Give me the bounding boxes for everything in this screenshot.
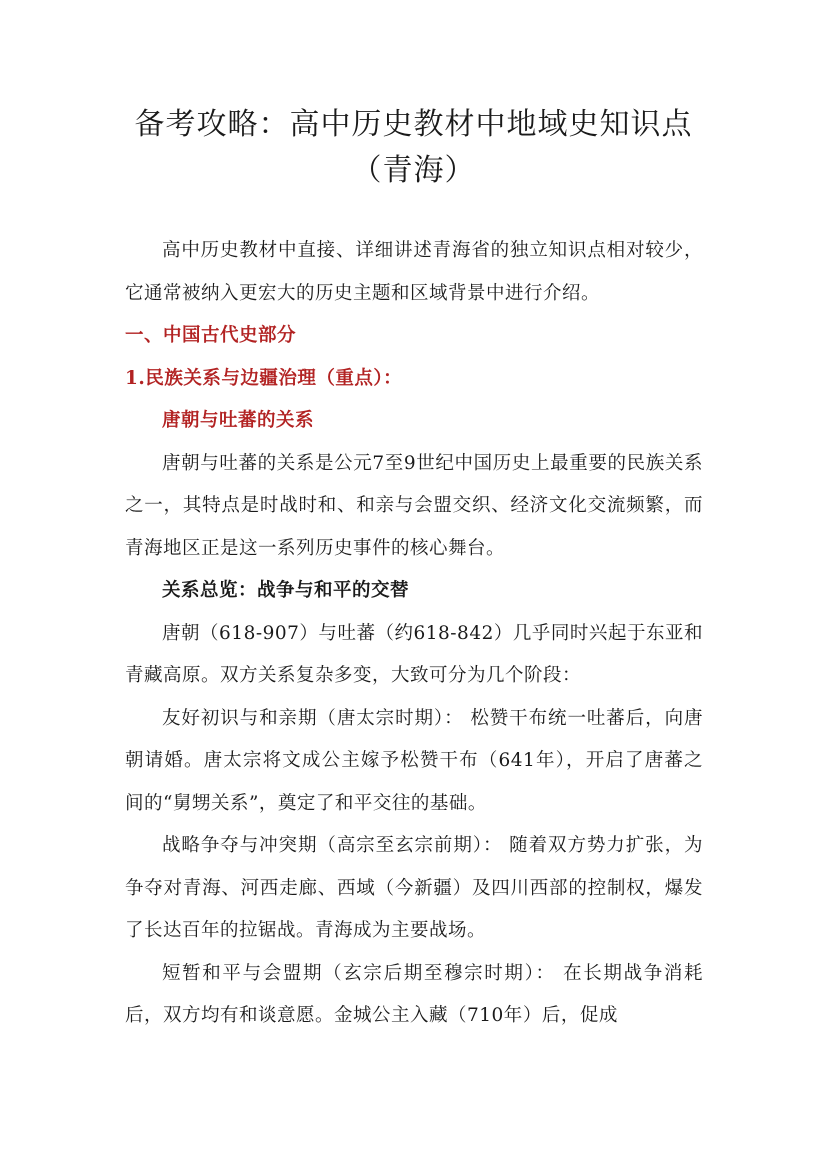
topic-heading: 唐朝与吐蕃的关系 xyxy=(162,410,315,431)
subsection-heading: 1.民族关系与边疆治理（重点）： xyxy=(125,367,403,389)
stage-paragraph-2: 战略争夺与冲突期（高宗至玄宗前期）： 随着双方势力扩张，为争夺对青海、河西走廊、西域（今新疆）及四川西部的控制权，爆发了长达百年的拉锯战。青海成为主要战场。 xyxy=(125,835,703,941)
document-title xyxy=(0,102,827,194)
stage-paragraph-3: 短暂和平与会盟期（玄宗后期至穆宗时期）： 在长期战争消耗后，双方均有和谈意愿。金城公主入藏（710年）后，促成 xyxy=(125,962,703,1026)
stage-paragraph-1: 友好初识与和亲期（唐太宗时期）： 松赞干布统一吐蕃后，向唐朝请婚。唐太宗将文成公主嫁予松赞干布（641年），开启了唐蕃之间的“舅甥关系”，奠定了和平交往的基础。 xyxy=(125,707,703,814)
section-heading: 一、中国古代史部分 xyxy=(125,325,297,346)
title-line-1: 备考攻略：高中历史教材中地域史知识点 xyxy=(134,107,693,142)
overview-heading: 关系总览：战争与和平的交替 xyxy=(162,580,410,601)
overview-paragraph: 唐朝（618-907）与吐蕃（约618-842）几乎同时兴起于东亚和青藏高原。双方关系复杂多变，大致可分为几个阶段： xyxy=(125,622,703,686)
document-body xyxy=(125,230,703,1038)
intro-paragraph: 高中历史教材中直接、详细讲述青海省的独立知识点相对较少，它通常被纳入更宏大的历史主题和区域背景中进行介绍。 xyxy=(125,240,703,304)
topic-paragraph: 唐朝与吐蕃的关系是公元7至9世纪中国历史上最重要的民族关系之一，其特点是时战时和、和亲与会盟交织、经济文化交流频繁，而青海地区正是这一系列历史事件的核心舞台。 xyxy=(125,452,703,559)
title-line-2: （青海） xyxy=(351,153,476,188)
